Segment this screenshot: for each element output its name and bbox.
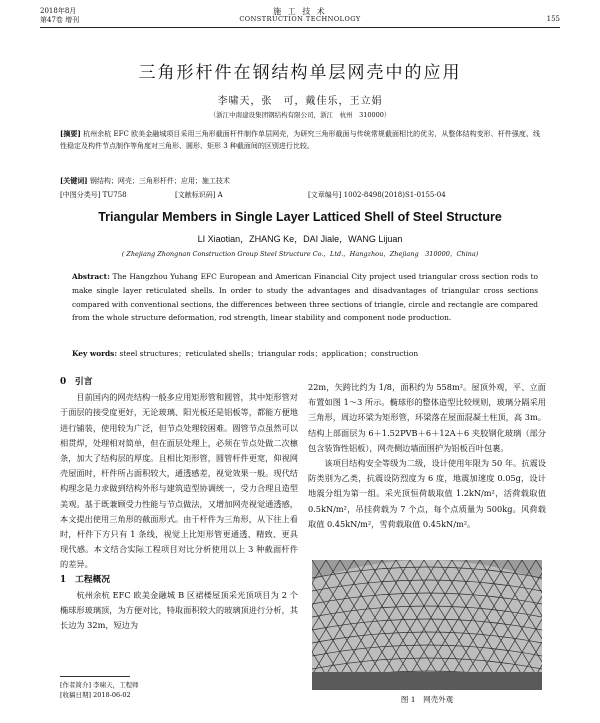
abstract-en-text: The Hangzhou Yuhang EFC European and American Financial City project used triangular cross section rods to make single layer reticulated shells. In order to study the advantages and disadvantages of triangular cross sections compared with conventional sections, the differences between three sections of triangle, circle and rectangle are compared from the whole structure deformation, rod strength, linear stability and component node production.: [72, 272, 539, 323]
document-code: [文献标识码] A: [175, 191, 223, 199]
right-column: [308, 380, 546, 532]
footnote-rule: [60, 676, 130, 677]
authors-en: LI Xiaotian，ZHANG Ke，DAI Jiale，WANG Lijuan: [197, 234, 403, 244]
abstract-en: [72, 270, 538, 325]
issue-date: 2018年8月: [40, 7, 77, 15]
abstract-cn-label: [摘要]: [60, 129, 81, 138]
affiliation-cn: （浙江中南建设集团钢结构有限公司，浙江 杭州 310000）: [209, 111, 391, 119]
classification-line: [60, 190, 540, 200]
keywords-en-label: Key words:: [72, 349, 118, 358]
keywords-en-text: steel structures；reticulated shells；triangular rods；application；construction: [119, 349, 419, 358]
figure-caption: 图 1 网壳外观: [400, 695, 454, 704]
section-1-paragraph-continued: 22m，矢跨比约为 1/8，面积约为 558m²。屋顶外观，平、立面布置如图 1～3 所示。椭球形的整体造型比较规则，玻璃分隔采用三角形，周边环梁为矩形管，环梁落在屋面混凝土柱顶，高 3m。结构上部面层为 6＋1.52PVB＋6＋12A＋6 夹胶钢化玻璃（部分包含装饰性铝板），网壳侧边墙面围护为铝板百叶包裹。: [308, 382, 546, 453]
paper-title-cn: 三角形杆件在钢结构单层网壳中的应用: [138, 63, 462, 83]
section-0-heading: 0 引言: [60, 377, 93, 387]
journal-name-en: CONSTRUCTION TECHNOLOGY: [239, 15, 361, 23]
keywords-cn: [60, 176, 540, 186]
shell-photo-illustration: [312, 560, 542, 690]
figure-shell-photo: [312, 560, 542, 690]
keywords-cn-text: 钢结构；网壳；三角形杆件；应用；施工技术: [89, 177, 230, 185]
volume-number: 第47卷 增刊: [40, 16, 80, 24]
clc-number: [中图分类号] TU758: [60, 191, 127, 199]
abstract-en-label: Abstract:: [72, 272, 110, 281]
article-number: [文章编号] 1002-8498(2018)S1-0155-04: [308, 191, 446, 199]
keywords-cn-label: [关键词]: [60, 176, 88, 185]
section-1-heading: 1 工程概况: [60, 574, 111, 585]
section-1-paragraph-start: 杭州余杭 EFC 欧美金融城 B 区裙楼屋顶采光顶项目为 2 个椭球形玻璃顶，为方便对比，特取面积较大的玻璃顶进行分析，其长边为 32m，短边为: [60, 589, 298, 631]
paper-title-en: Triangular Members in Single Layer Latticed Shell of Steel Structure: [98, 210, 502, 224]
footnote-author: [作者简介] 李啸天，工程师: [60, 681, 139, 689]
abstract-cn: [60, 128, 540, 152]
page-number: 155: [546, 15, 560, 23]
running-header: [40, 6, 560, 26]
affiliation-en: ( Zhejiang Zhongnan Construction Group Steel Structure Co.，Ltd.，Hangzhou，Zhejiang 310000，China): [121, 250, 479, 258]
header-rule: [40, 27, 560, 28]
left-column: [60, 375, 298, 633]
keywords-en: [72, 348, 538, 359]
footnote: [60, 680, 139, 700]
section-0-paragraph: 目前国内的网壳结构一般多应用矩形管和圆管，其中矩形管对于面层的接受度更好，无论玻璃、阳光板还是铝板等，都能方便地进行铺装，使用较为广泛，但节点处理较困难。圆管节点虽然可以相贯焊，处理相对简单，但在面层处理上，必须在节点处做二次檩条，加大了结构层的厚度。且相比矩形管，圆管杆件更宽，仰视网壳屋面时，杆件所占面积较大，通透感差，视觉效果一般。现代结构理念是力求做到结构外形与建筑造型协调统一，受力合理且造型美观。基于既兼顾受力性能与节点做法，又增加网壳视觉通透感，本文提出使用三角形的截面形式。由于杆件为三角形，从下往上看时，杆件下方只有 1 条线，视觉上比矩形管更通透、精致、更具现代感。本文结合实际工程项目对比分析使用以上 3 种截面杆件的差异。: [60, 392, 298, 570]
footnote-received: [收稿日期] 2018-06-02: [60, 691, 131, 699]
section-1-paragraph-2: 该项目结构安全等级为二级，设计使用年限为 50 年。抗震设防类别为乙类，抗震设防烈度为 6 度，地震加速度 0.05g，设计地震分组为第一组。采光顶恒荷载取值 1.2kN/m²，活荷载取值 0.5kN/m²，吊挂荷载为 7 个点，每个点质量为 500kg。风荷载取值 0.45kN/m²，雪荷载取值 0.45kN/m²。: [308, 458, 546, 529]
journal-name-cn: 施 工 技 术: [273, 7, 327, 16]
authors-cn: 李啸天，张 可，戴佳乐，王立娟: [217, 96, 383, 107]
abstract-cn-text: 杭州余杭 EFC 欧美金融城项目采用三角形截面杆件制作单层网壳，为研究三角形截面与传统常规截面相比的优劣，从整体结构变形、杆件强度、线性稳定及构件节点制作等角度对三角形、圆形、矩形 3 种截面间的区别进行比较。: [60, 130, 540, 150]
